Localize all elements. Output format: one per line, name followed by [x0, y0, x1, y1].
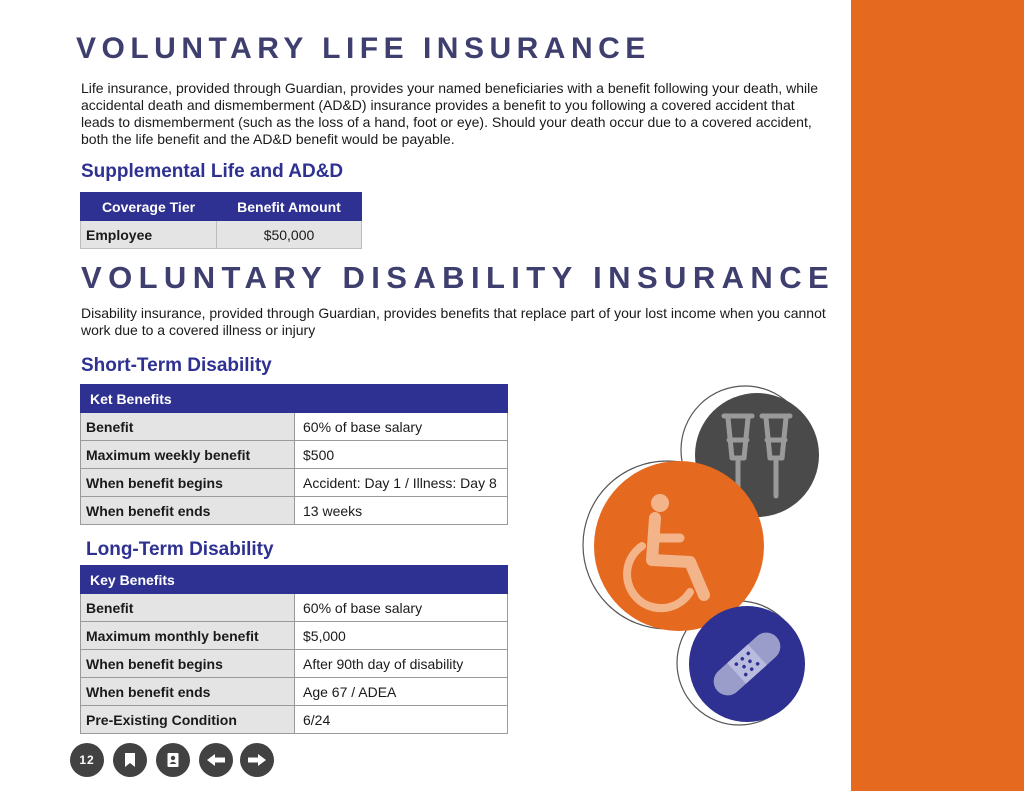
- row-value: 13 weeks: [295, 497, 508, 525]
- long-term-table-header: Key Benefits: [81, 566, 508, 594]
- benefit-amount-cell: $50,000: [217, 221, 362, 249]
- row-value: 6/24: [295, 706, 508, 734]
- life-insurance-title: VOLUNTARY LIFE INSURANCE: [76, 32, 651, 65]
- supplemental-life-heading: Supplemental Life and AD&D: [81, 161, 344, 182]
- row-label: Maximum monthly benefit: [81, 622, 295, 650]
- arrow-left-icon: [206, 753, 226, 767]
- benefit-amount-header: Benefit Amount: [217, 193, 362, 221]
- contact-book-icon: [166, 752, 180, 768]
- row-label: When benefit begins: [81, 650, 295, 678]
- coverage-tier-header: Coverage Tier: [81, 193, 217, 221]
- short-term-disability-heading: Short-Term Disability: [81, 355, 272, 376]
- short-term-table-header: Ket Benefits: [81, 385, 508, 413]
- next-page-button[interactable]: [240, 743, 274, 777]
- wheelchair-icon: [594, 461, 764, 631]
- orange-side-band: [851, 0, 1024, 791]
- row-value: Accident: Day 1 / Illness: Day 8: [295, 469, 508, 497]
- long-term-disability-heading: Long-Term Disability: [86, 539, 274, 560]
- row-value: $500: [295, 441, 508, 469]
- page-number-button[interactable]: 12: [70, 743, 104, 777]
- bookmark-icon: [123, 752, 137, 768]
- bandage-icon: [689, 606, 805, 722]
- arrow-right-icon: [247, 753, 267, 767]
- coverage-tier-cell: Employee: [81, 221, 217, 249]
- disability-insurance-title: VOLUNTARY DISABILITY INSURANCE: [81, 260, 836, 295]
- row-label: When benefit begins: [81, 469, 295, 497]
- row-value: Age 67 / ADEA: [295, 678, 508, 706]
- previous-page-button[interactable]: [199, 743, 233, 777]
- row-value: 60% of base salary: [295, 594, 508, 622]
- disability-insurance-description: Disability insurance, provided through Guardian, provides benefits that replace part of your lost income when you cannot work due to a covered illness or injury: [81, 305, 826, 338]
- row-value: 60% of base salary: [295, 413, 508, 441]
- row-label: Benefit: [81, 594, 295, 622]
- contacts-button[interactable]: [156, 743, 190, 777]
- row-value: After 90th day of disability: [295, 650, 508, 678]
- bookmark-button[interactable]: [113, 743, 147, 777]
- life-insurance-description: Life insurance, provided through Guardian, provides your named beneficiaries with a benefit following your death, while accidental death and dismemberment (AD&D) insurance provides a benefit to you following a covered accident that leads to dismemberment (such as the loss of a hand, foot or eye). Should your death occur due to a covered accident, both the life benefit and the AD&D benefit would be payable.: [81, 80, 818, 147]
- row-label: When benefit ends: [81, 497, 295, 525]
- row-label: Benefit: [81, 413, 295, 441]
- row-label: Pre-Existing Condition: [81, 706, 295, 734]
- row-value: $5,000: [295, 622, 508, 650]
- row-label: Maximum weekly benefit: [81, 441, 295, 469]
- row-label: When benefit ends: [81, 678, 295, 706]
